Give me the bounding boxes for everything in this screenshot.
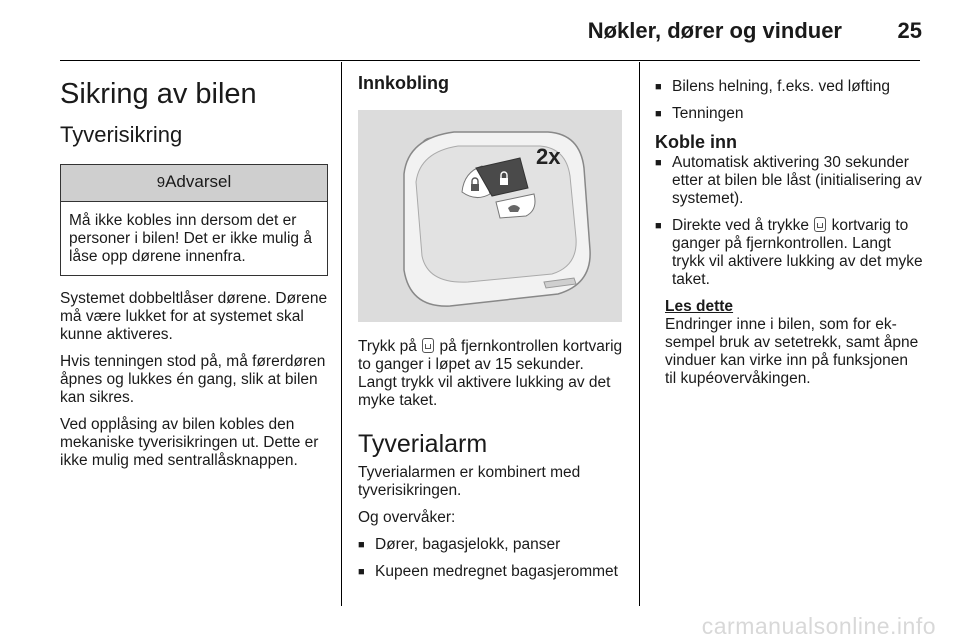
column-3	[655, 72, 923, 388]
koble-inn-heading: Koble inn	[655, 132, 737, 152]
paragraph: Tyverialarmen er kombinert med tyverisikringen.	[358, 464, 581, 499]
list-item: ■ Dører, bagasjelokk, panser	[358, 536, 626, 554]
paragraph	[358, 338, 626, 410]
warning-body: Må ikke kobles inn dersom det er personer i bilen! Det er ikke mulig å låse opp dørene innenfra.	[69, 212, 312, 265]
warning-box	[60, 164, 328, 276]
header-rule	[60, 60, 920, 61]
list-item: ■ Tenningen	[655, 105, 923, 123]
paragraph: Ved opplåsing av bilen kobles den mekaniske tyverisikringen ut. Dette er ikke mulig med sentrallåsknappen.	[60, 416, 319, 469]
section-title: Sikring av bilen	[60, 78, 257, 110]
list-item-text: kortvarig to ganger på fjernkontrollen. Langt trykk vil aktivere lukking av det myke taket.	[672, 217, 923, 288]
key-fob-illustration	[358, 110, 622, 322]
note-title: Les dette	[665, 298, 734, 315]
warning-heading	[61, 165, 327, 202]
paragraph: Og overvåker:	[358, 509, 456, 526]
list-item	[655, 217, 923, 289]
alarm-section-title: Tyverialarm	[358, 430, 488, 458]
list-item: ■ Bilens helning, f.eks. ved løfting	[655, 78, 923, 96]
column-divider-1	[341, 62, 342, 606]
lock-key-icon	[422, 338, 434, 353]
monitor-list-continued	[655, 78, 923, 123]
list-item: ■ Automatisk aktivering 30 sekunder etter at bilen ble låst (initialisering av systemet).	[655, 154, 923, 208]
para-text: Trykk på	[358, 338, 417, 355]
lock-key-icon	[814, 217, 826, 232]
press-count-label: 2x	[536, 144, 561, 169]
para-text: på fjernkontrollen kortvarig to ganger i løpet av 15 sekunder. Langt trykk vil aktivere lukking av det myke taket.	[358, 338, 623, 409]
activation-list	[655, 154, 923, 289]
monitor-list	[358, 536, 626, 581]
page-header-title: Nøkler, dører og vinduer	[587, 18, 842, 43]
innkobling-heading: Innkobling	[358, 73, 449, 93]
watermark: carmanualsonline.info	[701, 613, 936, 639]
key-fob-figure	[358, 110, 622, 322]
paragraph: Hvis tenningen stod på, må førerdøren åpnes og lukkes én gang, slik at bilen kan sikres.	[60, 353, 326, 406]
column-divider-2	[639, 62, 640, 606]
list-item-text: Direkte ved å trykke	[672, 217, 809, 234]
paragraph: Systemet dobbeltlåser dørene. Dørene må være lukket for at systemet skal kunne aktiveres.	[60, 290, 328, 343]
list-item: ■ Kupeen medregnet bagasjerommet	[358, 563, 626, 581]
column-2	[358, 72, 626, 590]
note-body: Endringer inne i bilen, som for eksempel bruk av setetrekk, samt åpne vinduer kan virke inn på funksjonen til kupéovervåkingen.	[665, 316, 919, 387]
column-1	[60, 72, 328, 479]
warning-triangle-icon: 9	[156, 174, 166, 191]
page-number: 25	[897, 18, 922, 43]
subsection-title: Tyverisikring	[60, 122, 183, 147]
warning-heading-text: Advarsel	[165, 172, 232, 191]
